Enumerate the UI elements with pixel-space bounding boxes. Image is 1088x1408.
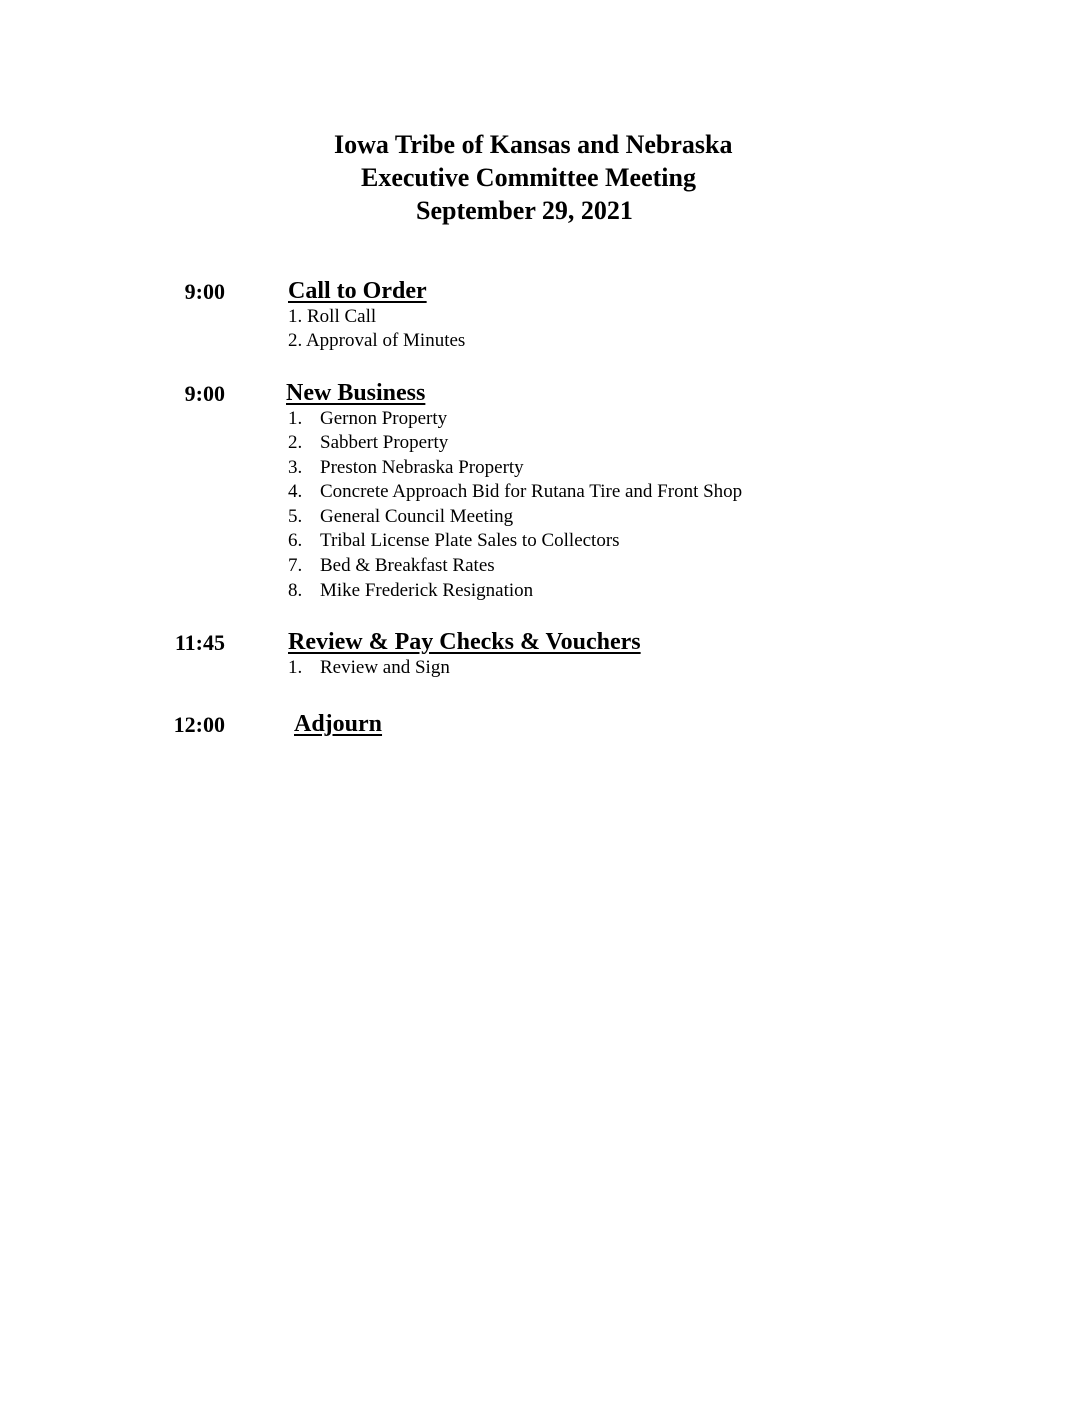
agenda-item-text: 2. Approval of Minutes <box>288 330 466 351</box>
agenda-item-number: 4. <box>288 481 303 502</box>
agenda-item-number: 6. <box>288 530 303 551</box>
agenda-item <box>288 306 376 328</box>
agenda-item-text: Review and Sign <box>320 657 450 678</box>
section-time: 12:00 <box>173 712 225 737</box>
agenda-item-number: 5. <box>288 506 303 527</box>
meeting-date: September 29, 2021 <box>416 196 633 225</box>
section-heading-review-pay: Review & Pay Checks & Vouchers <box>288 629 641 655</box>
agenda-item-text: Mike Frederick Resignation <box>320 580 534 601</box>
section-time: 9:00 <box>184 279 225 304</box>
agenda-item-number: 8. <box>288 580 303 601</box>
meeting-name: Executive Committee Meeting <box>361 163 696 192</box>
document-title: Iowa Tribe of Kansas and Nebraska <box>334 130 733 159</box>
agenda-item-number: 2. <box>288 432 303 453</box>
section-heading-adjourn: Adjourn <box>294 711 383 737</box>
section-heading-call-to-order: Call to Order <box>288 278 427 304</box>
agenda-item <box>288 330 465 352</box>
agenda-item-number: 1. <box>288 657 303 678</box>
agenda-item-number: 3. <box>288 457 303 478</box>
section-time: 9:00 <box>184 381 225 406</box>
agenda-item-text: General Council Meeting <box>320 506 514 527</box>
agenda-item-number: 7. <box>288 555 303 576</box>
agenda-item-text: Tribal License Plate Sales to Collectors <box>320 530 620 551</box>
agenda-item-text: 1. Roll Call <box>288 306 377 327</box>
agenda-item-number: 1. <box>288 408 303 429</box>
agenda-item-text: Preston Nebraska Property <box>320 457 524 478</box>
agenda-item-text: Sabbert Property <box>320 432 449 453</box>
section-heading-new-business: New Business <box>286 380 426 406</box>
section-time: 11:45 <box>174 630 225 655</box>
agenda-item-text: Concrete Approach Bid for Rutana Tire and Front Shop <box>320 481 743 502</box>
agenda-item-text: Gernon Property <box>320 408 448 429</box>
agenda-item-text: Bed & Breakfast Rates <box>320 555 495 576</box>
